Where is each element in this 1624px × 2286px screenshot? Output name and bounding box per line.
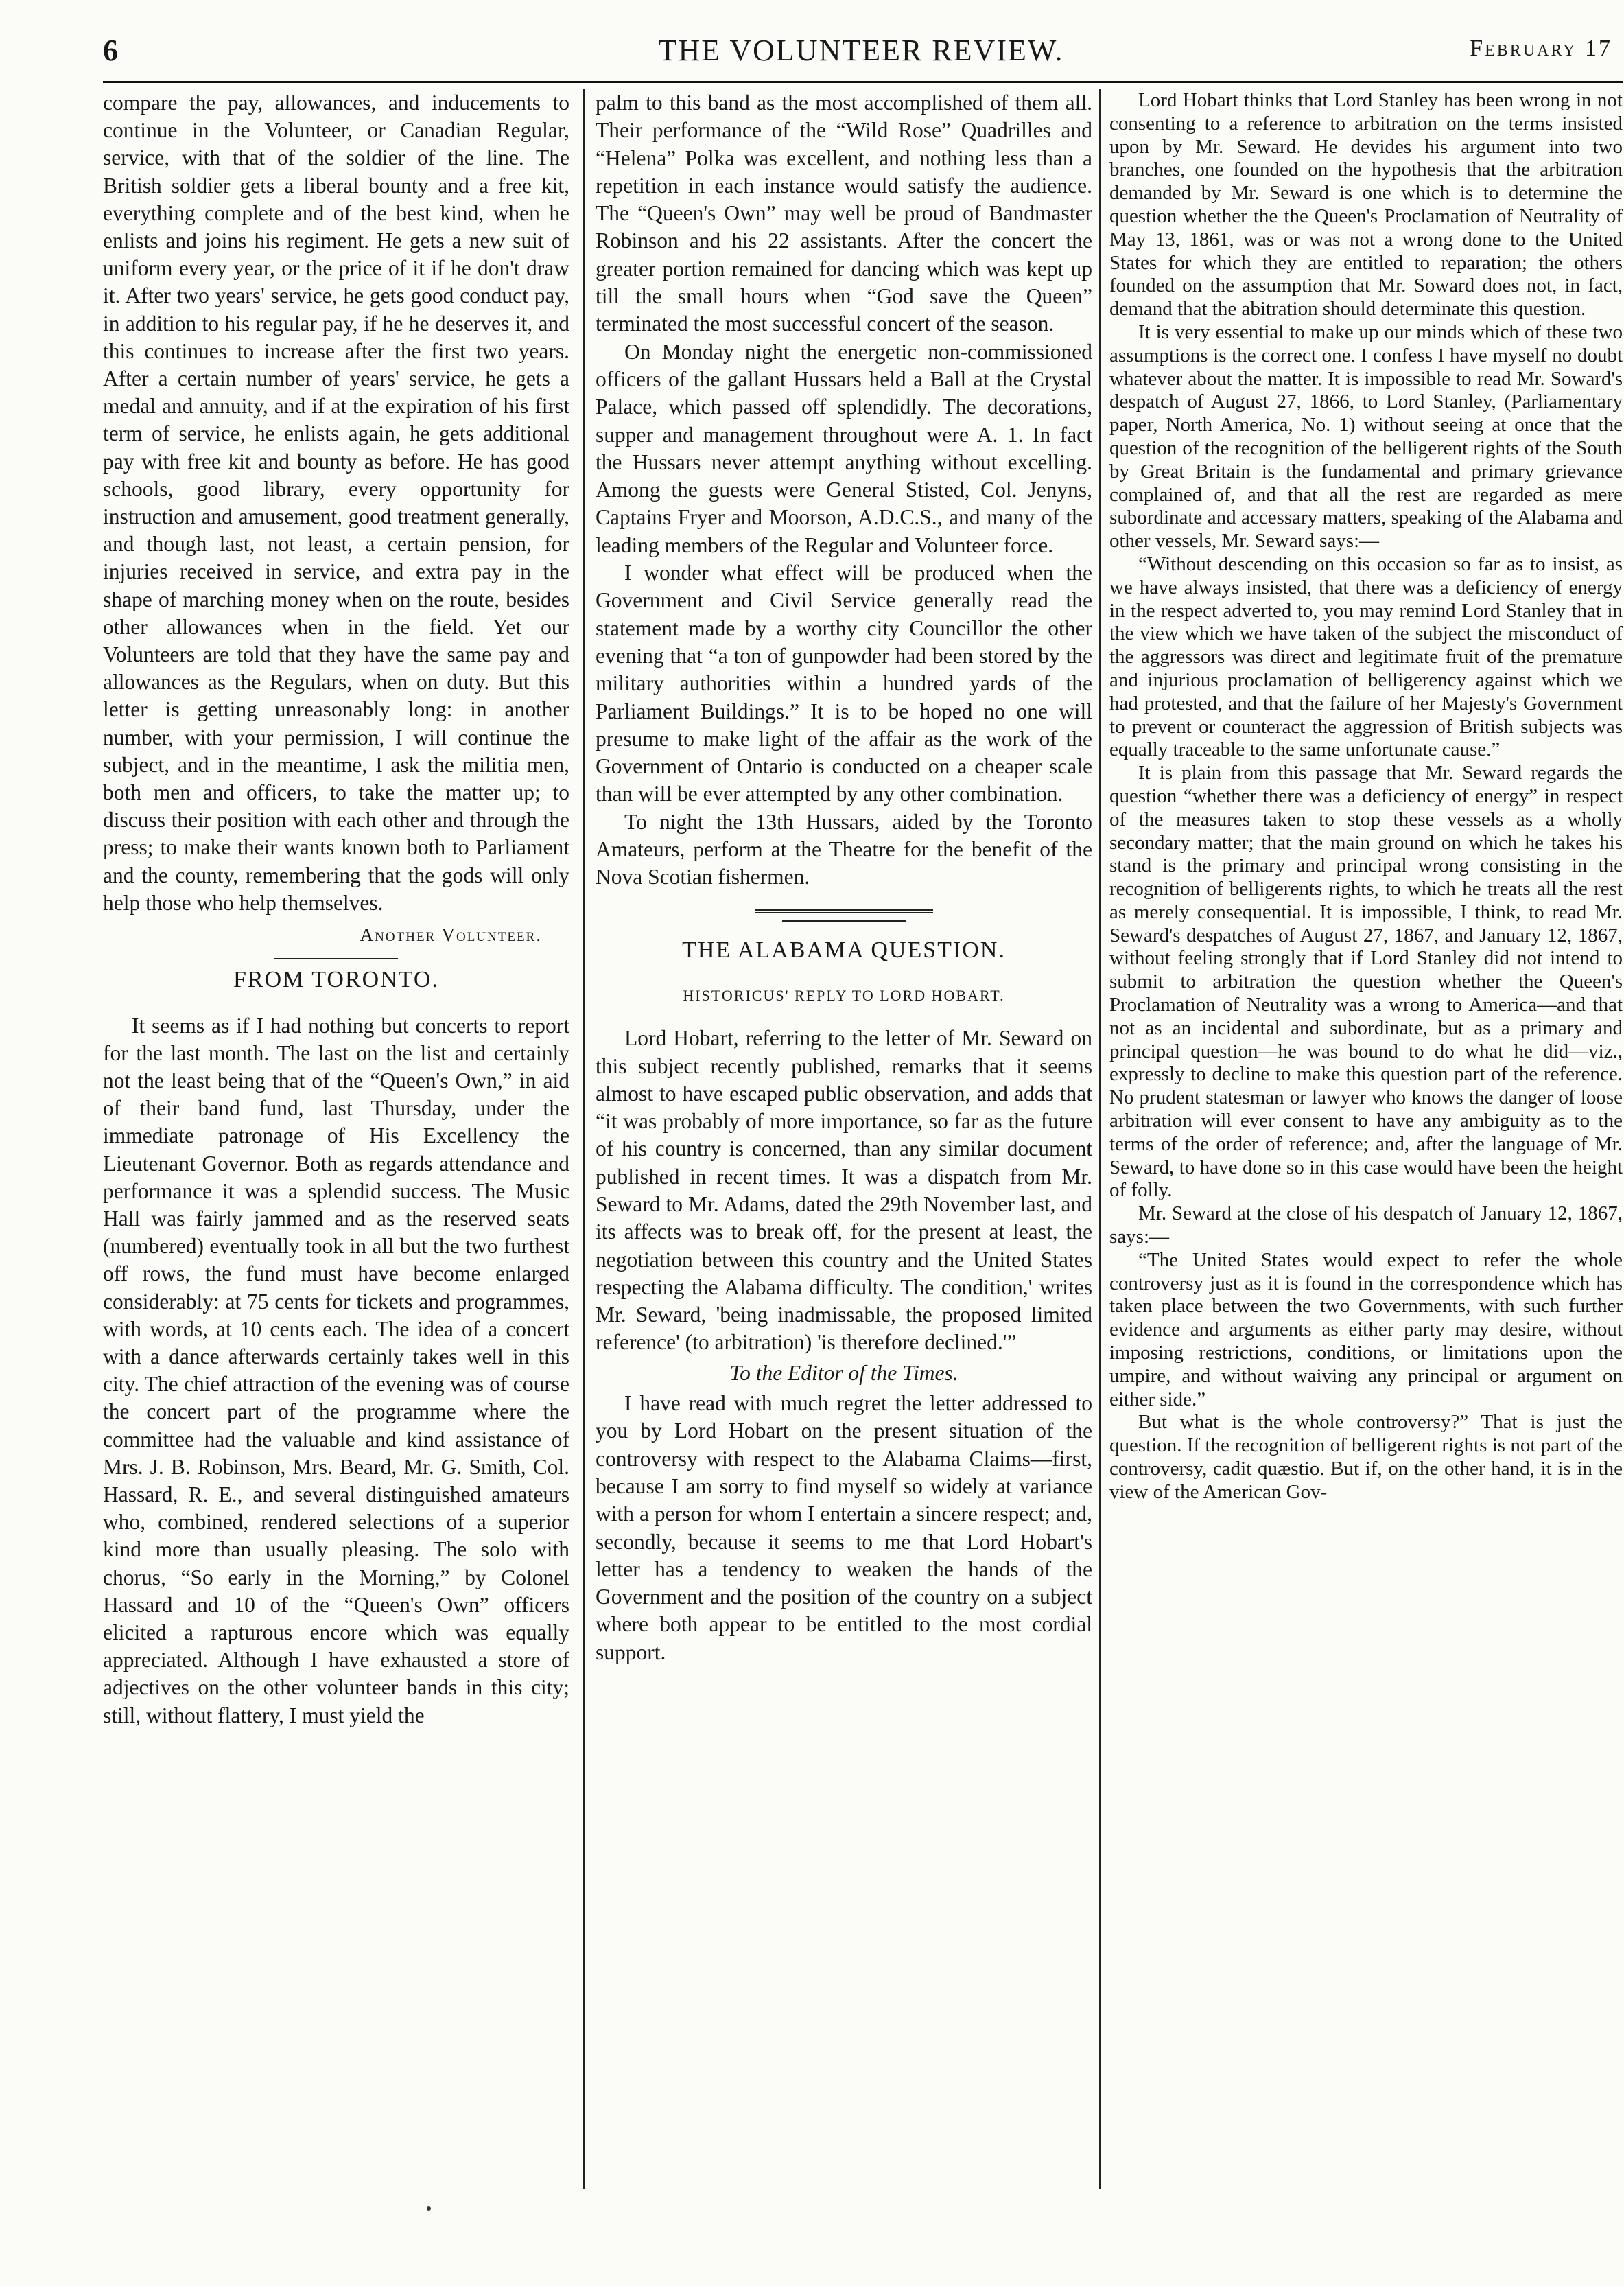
article-paragraph: Lord Hobart, referring to the letter of Mr. Seward on this subject recently published, remarks that it seems almost to have escaped public observation, and adds that “it was probably of more importance, so far as the future of his country is concerned, than any similar document published in recent times. It was a dispatch from Mr. Seward to Mr. Adams, dated the 29th November last, and its affects was to break off, for the present at least, the negotiation between this country and the United States respecting the Alabama difficulty. The condition,' writes Mr. Seward, 'being inadmissable, the proposed limited reference' (to arbitration) 'is therefore declined.'” bbox=[596, 1026, 1092, 1355]
header-rule bbox=[103, 81, 1623, 83]
article-paragraph: It seems as if I had nothing but concerts to report for the last month. The last on the list and certainly not the least being that of the “Queen's Own,” in aid of their band fund, last Thursday, under the immediate patronage of His Excellency the Lieutenant Governor. Both as regards attendance and performance it was a splendid success. The Music Hall was fairly jammed and as the reserved seats (numbered) eventually took in all but the two furthest off rows, the fund must have become enlarged considerably: at 75 cents for tickets and programmes, with words, at 10 cents each. The idea of a concert with a dance afterwards certainly takes well in this city. The chief attraction of the evening was of course the concert part of the programme where the committee had the valuable and kind assistance of Mrs. J. B. Robinson, Mrs. Beard, Mr. G. Smith, Col. Hassard, R. E., and several distinguished amateurs who, combined, rendered selections of a superior kind more than usually pleasing. The solo with chorus, “So early in the Morning,” by Colonel Hassard and 10 of the “Queen's Own” officers elicited a rapturous encore which was equally appreciated. Although I have exhausted a store of adjectives on the other volunteer bands in this city; still, without flattery, I must yield the bbox=[103, 1013, 569, 1727]
editor-salutation: To the Editor of the Times. bbox=[729, 1360, 958, 1385]
article-paragraph: On Monday night the energetic non-commissioned officers of the gallant Hussars held a Ball at the Crystal Palace, which passed off splendidly. The decorations, supper and management throughout were A. 1. In fact the Hussars never attempt anything without excelling. Among the guests were General Stisted, Col. Jenyns, Captains Fryer and Moorson, A.D.C.S., and many of the leading members of the Regular and Volunteer force. bbox=[596, 339, 1092, 557]
article-paragraph: compare the pay, allowances, and inducements to continue in the Volunteer, or Canadian Regular, service, with that of the soldier of the line. The British soldier gets a liberal bounty and a free kit, everything complete and of the best kind, when he enlists and joins his regiment. He gets a new suit of uniform every year, or the price of it if he don't draw it. After two years' service, he gets good conduct pay, in addition to his regular pay, if he he deserves it, and this continues to increase after the first two years. After a certain number of years' service, he gets a medal and annuity, and if at the expiration of his first term of service, he enlists again, he gets additional pay with free kit and bounty as before. He has good schools, good library, every opportunity for instruction and amusement, good treatment generally, and though last, not least, a certain pension, for injuries received in service, and extra pay in the shape of marching money when on the route, besides other allowances when in the field. Yet our Volunteers are told that they have the same pay and allowances as the Regulars, when on duty. But this letter is getting unreasonably long: in another number, with your permission, I will continue the subject, and in the meantime, I ask the militia men, both men and officers, to take the matter up; to discuss their position with each other and through the press; to make their wants known both to Parliament and the county, remembering that the gods will only help those who help themselves. bbox=[103, 91, 569, 915]
column-1 bbox=[103, 89, 569, 1729]
page-header bbox=[103, 33, 1619, 74]
article-paragraph: To night the 13th Hussars, aided by the Toronto Amateurs, perform at the Theatre for the benefit of the Nova Scotian fishermen. bbox=[596, 809, 1092, 889]
section-rule bbox=[782, 920, 906, 922]
article-paragraph: palm to this band as the most accomplished of them all. Their performance of the “Wild Rose” Quadrilles and “Helena” Polka was excellent, and nothing less than a repetition in each instance would satisfy the audience. The “Queen's Own” may well be proud of Bandmaster Robinson and his 22 assistants. After the concert the greater portion remained for dancing which was kept up till the small hours when “God save the Queen” terminated the most successful concert of the season. bbox=[596, 91, 1092, 336]
section-heading: FROM TORONTO. bbox=[233, 967, 439, 993]
page-number: 6 bbox=[103, 34, 118, 67]
section-rule bbox=[274, 958, 398, 959]
section-subheading: HISTORICUS' REPLY TO LORD HOBART. bbox=[683, 986, 1005, 1004]
quoted-passage: “The United States would expect to refer the whole controversy just as it is found in the correspondence which has taken place between the two Governments, with such further evidence and arguments as either party may desire, without imposing restrictions, conditions, or limitations upon the umpire, and without waiving any principal or argument on either side.” bbox=[1109, 1248, 1623, 1410]
issue-date: February 17 bbox=[1470, 36, 1612, 61]
section-rule bbox=[755, 909, 933, 916]
print-mark bbox=[427, 2206, 431, 2211]
article-paragraph: But what is the whole controversy?” That is just the question. If the recognition of belligerent rights is not part of the controversy, cadit quæstio. But if, on the other hand, it is in the view of the American Gov- bbox=[1109, 1411, 1623, 1503]
article-paragraph: Mr. Seward at the close of his despatch of January 12, 1867, says:— bbox=[1109, 1202, 1623, 1248]
column-2 bbox=[596, 89, 1092, 1666]
quoted-passage: “Without descending on this occasion so far as to insist, as we have always insisted, that there was a deficiency of energy in the respect adverted to, you may remind Lord Stanley that in the view which we have taken of the subject the misconduct of the aggressors was direct and legitimate fruit of the premature and injurious proclamation of belligerency against which we had protested, and that the failure of her Majesty's Government to prevent or counteract the aggression of British subjects was equally traceable to the same unfortunate cause.” bbox=[1109, 552, 1623, 761]
column-divider bbox=[583, 89, 585, 2189]
article-paragraph: It is very essential to make up our minds which of these two assumptions is the correct one. I confess I have myself no doubt whatever about the matter. It is impossible to read Mr. Soward's despatch of August 27, 1866, to Lord Stanley, (Parliamentary paper, North America, No. 1) without seeing at once that the question of the recognition of the belligerent rights of the South by Great Britain is the fundamental and primary grievance complained of, and that all the rest are regarded as mere subordinate and accessary matters, speaking of the Alabama and other vessels, Mr. Seward says:— bbox=[1109, 320, 1623, 552]
article-paragraph: It is plain from this passage that Mr. Seward regards the question “whether there was a deficiency of energy” in respect of the measures taken to stop these vessels as a wholly secondary matter; that the main ground on which he takes his stand is the primary and principal wrong consisting in the recognition of belligerents rights, to which he treats all the rest as merely consequential. It is impossible, I think, to read Mr. Seward's despatches of August 27, 1867, and January 12, 1867, without feeling strongly that if Lord Stanley did not intend to submit to arbitration the question whether the Queen's Proclamation of Neutrality was a wrong to America—and that not as an incidental and subordinate, but as a primary and principal question—he was bound to do what he did—viz., expressly to decline to make this question part of the reference. No prudent statesman or lawyer who knows the danger of loose arbitration will ever consent to have any ambiguity as to the terms of the order of reference; and, after the language of Mr. Seward, to have done so in this case would have been the height of folly. bbox=[1109, 762, 1623, 1202]
article-paragraph: I have read with much regret the letter addressed to you by Lord Hobart on the present situation of the controversy with respect to the Alabama Claims—first, because I am sorry to find myself so widely at variance with a person for whom I entertain a sincere respect; and, secondly, because it seems to me that Lord Hobart's letter has a tendency to weaken the hands of the Government and the position of the country on a subject where both appear to be entitled to the most cordial support. bbox=[596, 1391, 1092, 1664]
column-divider bbox=[1099, 89, 1101, 2189]
letter-signature: Another Volunteer. bbox=[360, 924, 542, 946]
article-paragraph: I wonder what effect will be produced when the Government and Civil Service generally read the statement made by a worthy city Councillor the other evening that “a ton of gunpowder had been stored by the military authorities within a hundred yards of the Parliament Buildings.” It is to be hoped no one will presume to make light of the affair as the work of the Government of Ontario is conducted on a cheaper scale than will be ever attempted by any other combination. bbox=[596, 561, 1092, 806]
column-3 bbox=[1109, 89, 1623, 1504]
article-paragraph: Lord Hobart thinks that Lord Stanley has been wrong in not consenting to a reference to arbitration on the terms insisted upon by Mr. Seward. He devides his argument into two branches, one founded on the hypothesis that the arbitration demanded by Mr. Seward is one which is to determine the question whether the the Queen's Proclamation of Neutrality of May 13, 1861, was or was not a wrong done to the United States for which they are entitled to reparation; the others founded on the assumption that Mr. Soward does not, in fact, demand that the abitration should determinate this question. bbox=[1109, 89, 1623, 320]
section-heading: THE ALABAMA QUESTION. bbox=[682, 937, 1006, 963]
masthead-title: THE VOLUNTEER REVIEW. bbox=[658, 34, 1064, 67]
